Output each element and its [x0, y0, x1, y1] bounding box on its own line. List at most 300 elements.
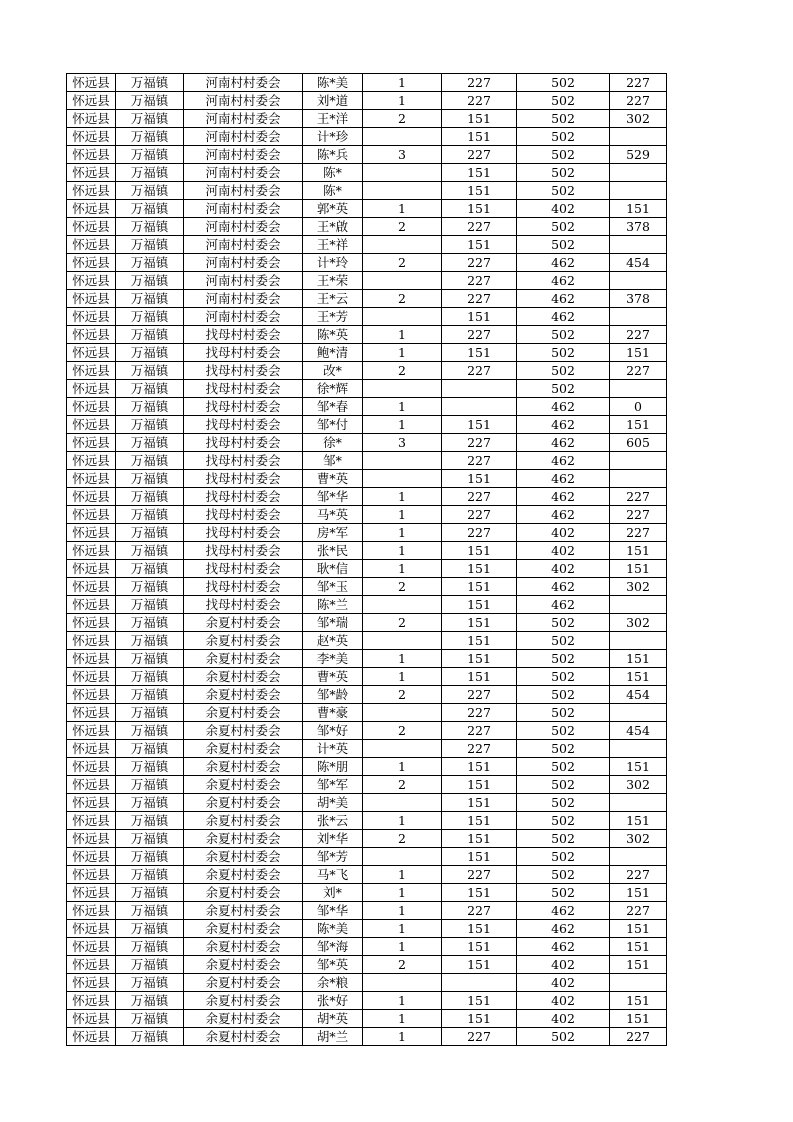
amount-cell: 151 [442, 200, 517, 218]
town-cell: 万福镇 [116, 920, 184, 938]
standard-cell: 502 [517, 1028, 610, 1046]
table-body [67, 74, 667, 1046]
table-row [67, 992, 667, 1010]
standard-cell: 502 [517, 164, 610, 182]
amount-cell: 151 [442, 614, 517, 632]
total-cell [610, 596, 667, 614]
village-cell: 余夏村村委会 [184, 992, 303, 1010]
town-cell: 万福镇 [116, 344, 184, 362]
amount-cell: 151 [442, 884, 517, 902]
standard-cell: 402 [517, 974, 610, 992]
town-cell: 万福镇 [116, 740, 184, 758]
village-cell: 找母村村委会 [184, 380, 303, 398]
town-cell: 万福镇 [116, 812, 184, 830]
county-cell: 怀远县 [67, 272, 116, 290]
amount-cell: 151 [442, 164, 517, 182]
name-cell: 张*民 [303, 542, 363, 560]
total-cell: 151 [610, 1010, 667, 1028]
county-cell: 怀远县 [67, 236, 116, 254]
amount-cell: 151 [442, 1010, 517, 1028]
total-cell: 302 [610, 110, 667, 128]
people-count-cell [363, 794, 442, 812]
town-cell: 万福镇 [116, 506, 184, 524]
county-cell: 怀远县 [67, 1028, 116, 1046]
town-cell: 万福镇 [116, 830, 184, 848]
standard-cell: 462 [517, 254, 610, 272]
town-cell: 万福镇 [116, 578, 184, 596]
total-cell: 151 [610, 650, 667, 668]
town-cell: 万福镇 [116, 362, 184, 380]
county-cell: 怀远县 [67, 704, 116, 722]
town-cell: 万福镇 [116, 110, 184, 128]
table-row [67, 866, 667, 884]
county-cell: 怀远县 [67, 578, 116, 596]
table-row [67, 344, 667, 362]
table-row [67, 524, 667, 542]
amount-cell: 151 [442, 776, 517, 794]
table-row [67, 326, 667, 344]
amount-cell: 151 [442, 344, 517, 362]
amount-cell: 227 [442, 1028, 517, 1046]
standard-cell: 502 [517, 236, 610, 254]
table-row [67, 200, 667, 218]
standard-cell: 502 [517, 344, 610, 362]
name-cell: 马*英 [303, 506, 363, 524]
people-count-cell: 1 [363, 416, 442, 434]
town-cell: 万福镇 [116, 380, 184, 398]
town-cell: 万福镇 [116, 308, 184, 326]
name-cell: 李*美 [303, 650, 363, 668]
name-cell: 王*荣 [303, 272, 363, 290]
standard-cell: 502 [517, 614, 610, 632]
village-cell: 找母村村委会 [184, 596, 303, 614]
county-cell: 怀远县 [67, 344, 116, 362]
town-cell: 万福镇 [116, 1010, 184, 1028]
town-cell: 万福镇 [116, 992, 184, 1010]
total-cell: 454 [610, 254, 667, 272]
name-cell: 耿*信 [303, 560, 363, 578]
county-cell: 怀远县 [67, 146, 116, 164]
county-cell: 怀远县 [67, 110, 116, 128]
town-cell: 万福镇 [116, 704, 184, 722]
name-cell: 王*祥 [303, 236, 363, 254]
total-cell: 151 [610, 992, 667, 1010]
amount-cell: 151 [442, 596, 517, 614]
total-cell: 0 [610, 398, 667, 416]
village-cell: 余夏村村委会 [184, 830, 303, 848]
county-cell: 怀远县 [67, 668, 116, 686]
standard-cell: 402 [517, 992, 610, 1010]
name-cell: 赵*英 [303, 632, 363, 650]
county-cell: 怀远县 [67, 758, 116, 776]
county-cell: 怀远县 [67, 596, 116, 614]
people-count-cell: 2 [363, 722, 442, 740]
amount-cell: 227 [442, 92, 517, 110]
standard-cell: 502 [517, 650, 610, 668]
standard-cell: 502 [517, 704, 610, 722]
table-row [67, 614, 667, 632]
standard-cell: 502 [517, 812, 610, 830]
county-cell: 怀远县 [67, 470, 116, 488]
table-row [67, 794, 667, 812]
table-row [67, 848, 667, 866]
name-cell: 改* [303, 362, 363, 380]
table-row [67, 758, 667, 776]
people-count-cell: 1 [363, 758, 442, 776]
town-cell: 万福镇 [116, 974, 184, 992]
people-count-cell: 1 [363, 398, 442, 416]
name-cell: 邹*海 [303, 938, 363, 956]
village-cell: 河南村村委会 [184, 218, 303, 236]
name-cell: 胡*兰 [303, 1028, 363, 1046]
standard-cell: 462 [517, 290, 610, 308]
standard-cell: 502 [517, 686, 610, 704]
people-count-cell: 2 [363, 956, 442, 974]
total-cell: 151 [610, 938, 667, 956]
amount-cell [442, 974, 517, 992]
name-cell: 陈*美 [303, 74, 363, 92]
standard-cell: 462 [517, 902, 610, 920]
standard-cell: 502 [517, 92, 610, 110]
standard-cell: 402 [517, 1010, 610, 1028]
table-row [67, 254, 667, 272]
town-cell: 万福镇 [116, 254, 184, 272]
town-cell: 万福镇 [116, 632, 184, 650]
people-count-cell: 1 [363, 938, 442, 956]
amount-cell: 227 [442, 722, 517, 740]
county-cell: 怀远县 [67, 902, 116, 920]
amount-cell: 151 [442, 470, 517, 488]
total-cell: 605 [610, 434, 667, 452]
county-cell: 怀远县 [67, 380, 116, 398]
amount-cell: 227 [442, 326, 517, 344]
village-cell: 余夏村村委会 [184, 740, 303, 758]
people-count-cell [363, 740, 442, 758]
county-cell: 怀远县 [67, 1010, 116, 1028]
county-cell: 怀远县 [67, 560, 116, 578]
people-count-cell: 1 [363, 92, 442, 110]
data-table [66, 73, 667, 1046]
total-cell: 227 [610, 866, 667, 884]
total-cell [610, 470, 667, 488]
table-row [67, 290, 667, 308]
town-cell: 万福镇 [116, 92, 184, 110]
town-cell: 万福镇 [116, 398, 184, 416]
total-cell [610, 740, 667, 758]
village-cell: 河南村村委会 [184, 290, 303, 308]
total-cell: 227 [610, 902, 667, 920]
people-count-cell: 1 [363, 326, 442, 344]
table-row [67, 686, 667, 704]
county-cell: 怀远县 [67, 290, 116, 308]
town-cell: 万福镇 [116, 614, 184, 632]
village-cell: 河南村村委会 [184, 74, 303, 92]
people-count-cell [363, 272, 442, 290]
table-row [67, 596, 667, 614]
village-cell: 河南村村委会 [184, 164, 303, 182]
town-cell: 万福镇 [116, 884, 184, 902]
standard-cell: 502 [517, 146, 610, 164]
table-row [67, 920, 667, 938]
amount-cell: 151 [442, 812, 517, 830]
name-cell: 马*飞 [303, 866, 363, 884]
name-cell: 邹*春 [303, 398, 363, 416]
amount-cell [442, 398, 517, 416]
table-row [67, 434, 667, 452]
people-count-cell [363, 974, 442, 992]
village-cell: 找母村村委会 [184, 560, 303, 578]
amount-cell: 151 [442, 830, 517, 848]
standard-cell: 462 [517, 470, 610, 488]
standard-cell: 462 [517, 308, 610, 326]
village-cell: 河南村村委会 [184, 236, 303, 254]
table-row [67, 1010, 667, 1028]
village-cell: 余夏村村委会 [184, 974, 303, 992]
total-cell: 151 [610, 560, 667, 578]
table-row [67, 1028, 667, 1046]
village-cell: 余夏村村委会 [184, 668, 303, 686]
name-cell: 王*芳 [303, 308, 363, 326]
town-cell: 万福镇 [116, 560, 184, 578]
name-cell: 邹*玉 [303, 578, 363, 596]
amount-cell: 227 [442, 146, 517, 164]
village-cell: 找母村村委会 [184, 452, 303, 470]
table-row [67, 362, 667, 380]
village-cell: 余夏村村委会 [184, 848, 303, 866]
standard-cell: 462 [517, 578, 610, 596]
people-count-cell [363, 236, 442, 254]
town-cell: 万福镇 [116, 668, 184, 686]
name-cell: 王*啟 [303, 218, 363, 236]
standard-cell: 402 [517, 524, 610, 542]
table-row [67, 722, 667, 740]
village-cell: 找母村村委会 [184, 578, 303, 596]
village-cell: 河南村村委会 [184, 110, 303, 128]
people-count-cell: 3 [363, 434, 442, 452]
table-row [67, 128, 667, 146]
standard-cell: 502 [517, 848, 610, 866]
total-cell [610, 182, 667, 200]
total-cell: 227 [610, 92, 667, 110]
total-cell: 454 [610, 686, 667, 704]
table-row [67, 578, 667, 596]
table-row [67, 74, 667, 92]
people-count-cell [363, 452, 442, 470]
town-cell: 万福镇 [116, 794, 184, 812]
standard-cell: 502 [517, 74, 610, 92]
total-cell: 378 [610, 218, 667, 236]
village-cell: 河南村村委会 [184, 182, 303, 200]
people-count-cell: 1 [363, 542, 442, 560]
amount-cell: 151 [442, 632, 517, 650]
total-cell: 302 [610, 614, 667, 632]
town-cell: 万福镇 [116, 290, 184, 308]
total-cell: 151 [610, 416, 667, 434]
people-count-cell: 2 [363, 686, 442, 704]
county-cell: 怀远县 [67, 794, 116, 812]
amount-cell: 151 [442, 956, 517, 974]
town-cell: 万福镇 [116, 416, 184, 434]
village-cell: 找母村村委会 [184, 506, 303, 524]
town-cell: 万福镇 [116, 182, 184, 200]
amount-cell: 227 [442, 488, 517, 506]
total-cell [610, 452, 667, 470]
village-cell: 余夏村村委会 [184, 920, 303, 938]
standard-cell: 462 [517, 434, 610, 452]
table-row [67, 488, 667, 506]
people-count-cell [363, 470, 442, 488]
county-cell: 怀远县 [67, 884, 116, 902]
people-count-cell: 1 [363, 488, 442, 506]
village-cell: 河南村村委会 [184, 308, 303, 326]
town-cell: 万福镇 [116, 956, 184, 974]
total-cell: 227 [610, 74, 667, 92]
total-cell [610, 128, 667, 146]
total-cell [610, 632, 667, 650]
total-cell: 227 [610, 506, 667, 524]
village-cell: 找母村村委会 [184, 398, 303, 416]
name-cell: 计*珍 [303, 128, 363, 146]
name-cell: 邹*华 [303, 902, 363, 920]
village-cell: 河南村村委会 [184, 92, 303, 110]
amount-cell: 151 [442, 560, 517, 578]
village-cell: 河南村村委会 [184, 272, 303, 290]
town-cell: 万福镇 [116, 524, 184, 542]
county-cell: 怀远县 [67, 920, 116, 938]
village-cell: 河南村村委会 [184, 146, 303, 164]
town-cell: 万福镇 [116, 434, 184, 452]
county-cell: 怀远县 [67, 434, 116, 452]
name-cell: 邹*英 [303, 956, 363, 974]
amount-cell: 227 [442, 218, 517, 236]
county-cell: 怀远县 [67, 362, 116, 380]
town-cell: 万福镇 [116, 650, 184, 668]
people-count-cell: 1 [363, 344, 442, 362]
name-cell: 鲍*清 [303, 344, 363, 362]
town-cell: 万福镇 [116, 866, 184, 884]
total-cell [610, 236, 667, 254]
name-cell: 邹*芳 [303, 848, 363, 866]
standard-cell: 402 [517, 200, 610, 218]
county-cell: 怀远县 [67, 686, 116, 704]
county-cell: 怀远县 [67, 938, 116, 956]
people-count-cell: 1 [363, 992, 442, 1010]
people-count-cell [363, 632, 442, 650]
county-cell: 怀远县 [67, 164, 116, 182]
people-count-cell [363, 308, 442, 326]
name-cell: 邹*付 [303, 416, 363, 434]
standard-cell: 462 [517, 938, 610, 956]
amount-cell: 151 [442, 848, 517, 866]
amount-cell: 227 [442, 686, 517, 704]
table-row [67, 416, 667, 434]
village-cell: 余夏村村委会 [184, 956, 303, 974]
amount-cell: 227 [442, 740, 517, 758]
standard-cell: 402 [517, 560, 610, 578]
amount-cell: 227 [442, 254, 517, 272]
total-cell: 227 [610, 362, 667, 380]
town-cell: 万福镇 [116, 758, 184, 776]
county-cell: 怀远县 [67, 974, 116, 992]
village-cell: 余夏村村委会 [184, 758, 303, 776]
amount-cell: 151 [442, 308, 517, 326]
table-row [67, 164, 667, 182]
amount-cell: 227 [442, 524, 517, 542]
village-cell: 余夏村村委会 [184, 1028, 303, 1046]
table-row [67, 506, 667, 524]
county-cell: 怀远县 [67, 830, 116, 848]
table-row [67, 110, 667, 128]
amount-cell: 151 [442, 920, 517, 938]
name-cell: 刘*道 [303, 92, 363, 110]
name-cell: 曹*英 [303, 668, 363, 686]
name-cell: 陈*英 [303, 326, 363, 344]
village-cell: 余夏村村委会 [184, 1010, 303, 1028]
town-cell: 万福镇 [116, 452, 184, 470]
name-cell: 陈* [303, 182, 363, 200]
standard-cell: 502 [517, 326, 610, 344]
county-cell: 怀远县 [67, 812, 116, 830]
total-cell: 227 [610, 1028, 667, 1046]
name-cell: 刘*华 [303, 830, 363, 848]
standard-cell: 502 [517, 794, 610, 812]
standard-cell: 502 [517, 830, 610, 848]
town-cell: 万福镇 [116, 542, 184, 560]
amount-cell: 227 [442, 866, 517, 884]
table-row [67, 830, 667, 848]
people-count-cell: 1 [363, 524, 442, 542]
total-cell: 302 [610, 830, 667, 848]
total-cell [610, 380, 667, 398]
people-count-cell: 1 [363, 812, 442, 830]
standard-cell: 502 [517, 110, 610, 128]
name-cell: 徐*辉 [303, 380, 363, 398]
table-row [67, 272, 667, 290]
amount-cell: 151 [442, 236, 517, 254]
amount-cell: 151 [442, 794, 517, 812]
town-cell: 万福镇 [116, 686, 184, 704]
name-cell: 陈* [303, 164, 363, 182]
county-cell: 怀远县 [67, 524, 116, 542]
people-count-cell: 1 [363, 506, 442, 524]
table-row [67, 380, 667, 398]
table-row [67, 92, 667, 110]
total-cell: 227 [610, 326, 667, 344]
people-count-cell: 1 [363, 1028, 442, 1046]
town-cell: 万福镇 [116, 218, 184, 236]
amount-cell: 151 [442, 758, 517, 776]
amount-cell: 151 [442, 668, 517, 686]
amount-cell [442, 380, 517, 398]
people-count-cell: 1 [363, 1010, 442, 1028]
county-cell: 怀远县 [67, 866, 116, 884]
people-count-cell: 3 [363, 146, 442, 164]
county-cell: 怀远县 [67, 722, 116, 740]
county-cell: 怀远县 [67, 506, 116, 524]
standard-cell: 502 [517, 758, 610, 776]
town-cell: 万福镇 [116, 164, 184, 182]
name-cell: 余*粮 [303, 974, 363, 992]
village-cell: 河南村村委会 [184, 200, 303, 218]
village-cell: 余夏村村委会 [184, 722, 303, 740]
standard-cell: 462 [517, 506, 610, 524]
amount-cell: 227 [442, 434, 517, 452]
people-count-cell: 2 [363, 290, 442, 308]
county-cell: 怀远县 [67, 488, 116, 506]
standard-cell: 502 [517, 380, 610, 398]
name-cell: 陈*兵 [303, 146, 363, 164]
village-cell: 河南村村委会 [184, 128, 303, 146]
